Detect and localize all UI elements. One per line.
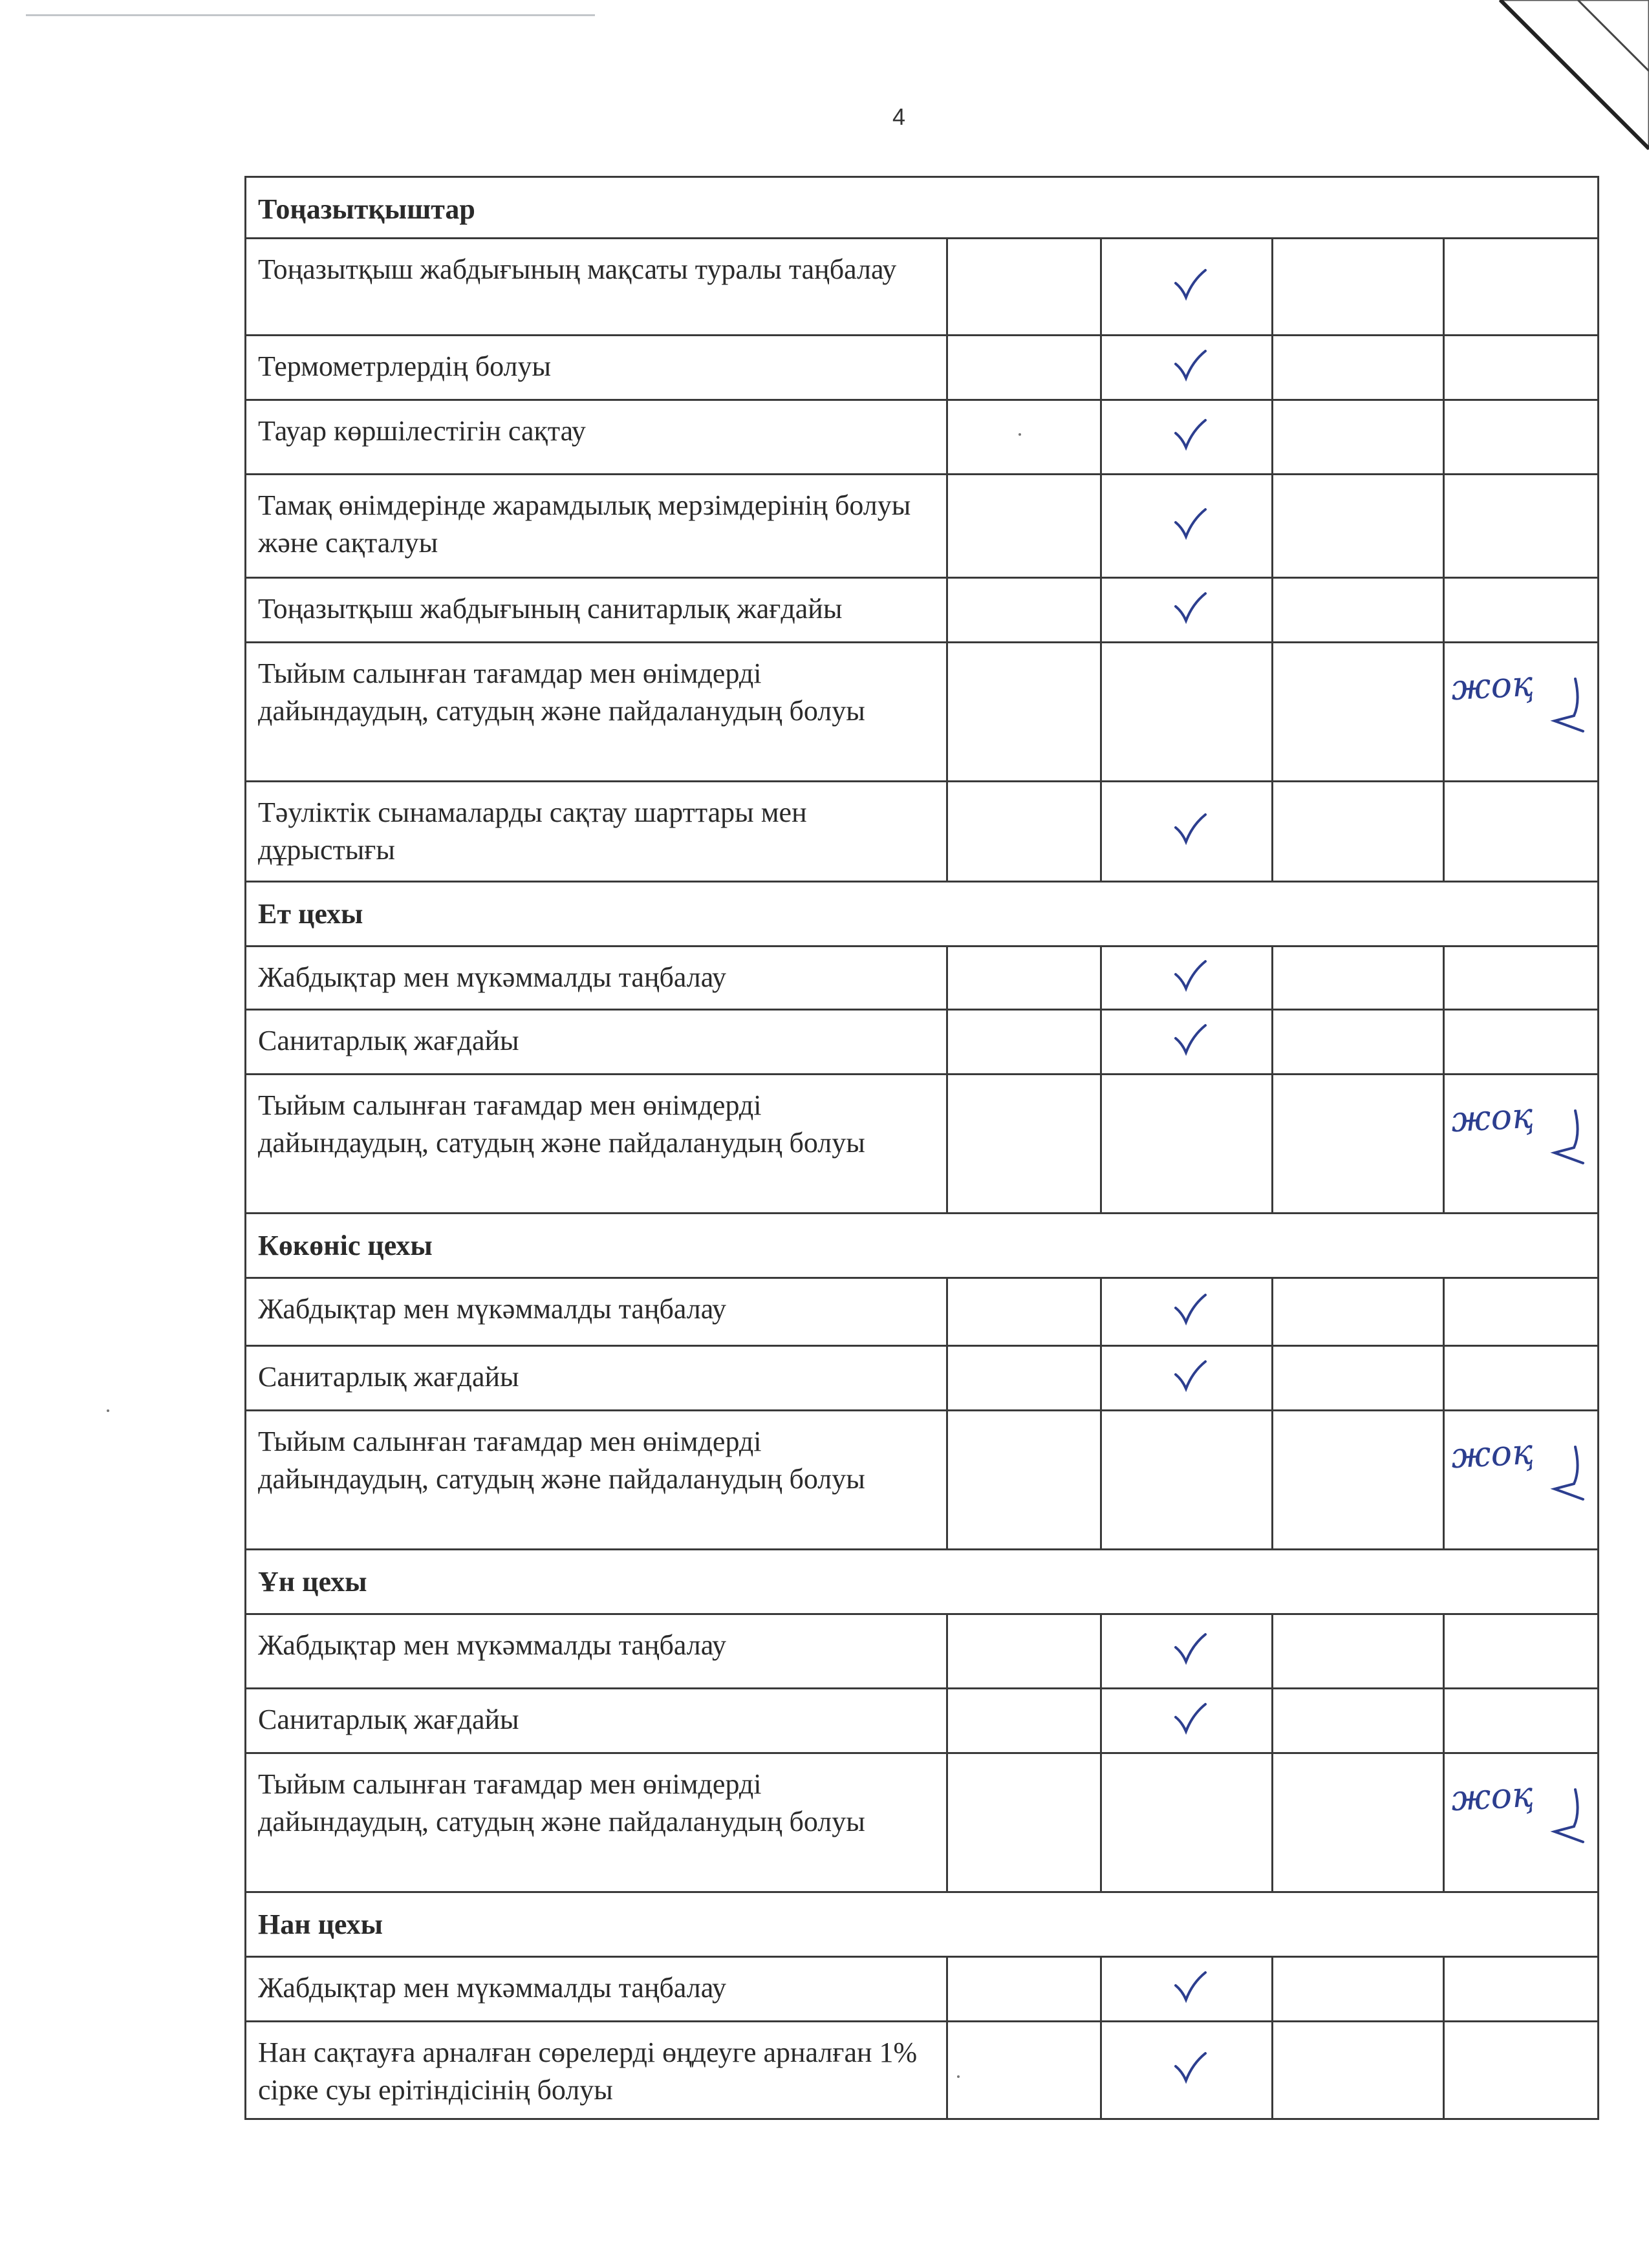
mark-cell-col-2: [1101, 1346, 1273, 1411]
mark-cell-col-4: [1444, 1689, 1599, 1753]
checklist-row: [246, 239, 1599, 336]
handwriting-flourish-icon: [1549, 676, 1588, 734]
section-title: Ұн цехы: [246, 1550, 1599, 1614]
mark-cell-col-2: [1101, 947, 1273, 1010]
section-row: [246, 1892, 1599, 1957]
checklist-row: [246, 1411, 1599, 1550]
checkmark-icon: [1173, 1632, 1207, 1665]
mark-cell-col-2: [1101, 1957, 1273, 2022]
checkmark-icon: [1173, 348, 1207, 382]
checklist-row: [246, 2022, 1599, 2119]
mark-cell-col-4: [1444, 1411, 1599, 1550]
mark-cell-col-3: [1273, 947, 1444, 1010]
mark-cell-col-2: [1101, 643, 1273, 782]
mark-cell-col-1: [947, 1346, 1101, 1411]
mark-cell-col-1: [947, 1075, 1101, 1214]
mark-cell-col-1: [947, 239, 1101, 336]
mark-cell-col-2: [1101, 1278, 1273, 1346]
mark-cell-col-1: [947, 782, 1101, 882]
mark-cell-col-1: [947, 1753, 1101, 1892]
mark-cell-col-1: [947, 1411, 1101, 1550]
mark-cell-col-3: [1273, 239, 1444, 336]
mark-cell-col-1: [947, 643, 1101, 782]
mark-cell-col-3: [1273, 1010, 1444, 1075]
mark-cell-col-1: [947, 1689, 1101, 1753]
mark-cell-col-4: [1444, 1753, 1599, 1892]
scan-edge-line: [26, 14, 595, 16]
mark-cell-col-1: [947, 1010, 1101, 1075]
checklist-row: [246, 336, 1599, 400]
mark-cell-col-4: [1444, 1346, 1599, 1411]
checklist-row: [246, 1753, 1599, 1892]
requirement-text: Санитарлық жағдайы: [246, 1689, 947, 1753]
mark-cell-col-2: [1101, 1075, 1273, 1214]
mark-cell-col-4: [1444, 1010, 1599, 1075]
mark-cell-col-3: [1273, 1753, 1444, 1892]
checkmark-icon: [1173, 812, 1207, 846]
mark-cell-col-4: [1444, 1957, 1599, 2022]
checklist-row: [246, 1346, 1599, 1411]
handwriting-flourish-icon: [1549, 1107, 1588, 1166]
mark-cell-col-1: [947, 1957, 1101, 2022]
mark-cell-col-3: [1273, 643, 1444, 782]
scan-speck: [107, 1409, 109, 1412]
requirement-text: Тоңазытқыш жабдығының санитарлық жағдайы: [246, 578, 947, 643]
requirement-text: Жабдықтар мен мүкәммалды таңбалау: [246, 1957, 947, 2022]
mark-cell-col-4: [1444, 400, 1599, 475]
mark-cell-col-4: [1444, 1614, 1599, 1689]
requirement-text: Тамақ өнімдерінде жарамдылық мерзімдерінің болуы және сақталуы: [246, 475, 947, 578]
checklist-row: [246, 1278, 1599, 1346]
checkmark-icon: [1173, 591, 1207, 625]
mark-cell-col-1: [947, 578, 1101, 643]
checklist-row: [246, 400, 1599, 475]
mark-cell-col-1: [947, 2022, 1101, 2119]
mark-cell-col-4: [1444, 2022, 1599, 2119]
checkmark-icon: [1173, 2051, 1207, 2084]
requirement-text: Санитарлық жағдайы: [246, 1346, 947, 1411]
mark-cell-col-3: [1273, 1346, 1444, 1411]
mark-cell-col-4: [1444, 643, 1599, 782]
scan-speck: [1018, 433, 1021, 436]
section-title: Тоңазытқыштар: [246, 177, 1599, 239]
checklist-row: [246, 1614, 1599, 1689]
checkmark-icon: [1173, 418, 1207, 451]
requirement-text: Жабдықтар мен мүкәммалды таңбалау: [246, 947, 947, 1010]
mark-cell-col-2: [1101, 1614, 1273, 1689]
mark-cell-col-2: [1101, 475, 1273, 578]
checkmark-icon: [1173, 1023, 1207, 1056]
requirement-text: Жабдықтар мен мүкәммалды таңбалау: [246, 1278, 947, 1346]
mark-cell-col-4: [1444, 336, 1599, 400]
mark-cell-col-4: [1444, 578, 1599, 643]
handwritten-note: жоқ: [1450, 1773, 1535, 1819]
requirement-text: Тыйым салынған тағамдар мен өнімдерді дайындаудың, сатудың және пайдаланудың болуы: [246, 1411, 947, 1550]
section-row: [246, 882, 1599, 947]
checkmark-icon: [1173, 1292, 1207, 1326]
checklist-row: [246, 643, 1599, 782]
checkmark-icon: [1173, 1702, 1207, 1735]
requirement-text: Нан сақтауға арналған сөрелерді өңдеуге арналған 1% сірке суы ерітіндісінің болуы: [246, 2022, 947, 2119]
checklist-row: [246, 1075, 1599, 1214]
section-row: [246, 177, 1599, 239]
requirement-text: Жабдықтар мен мүкәммалды таңбалау: [246, 1614, 947, 1689]
mark-cell-col-3: [1273, 1411, 1444, 1550]
checkmark-icon: [1173, 507, 1207, 540]
checklist-row: [246, 475, 1599, 578]
requirement-text: Термометрлердің болуы: [246, 336, 947, 400]
mark-cell-col-3: [1273, 782, 1444, 882]
mark-cell-col-2: [1101, 1753, 1273, 1892]
mark-cell-col-4: [1444, 239, 1599, 336]
handwriting-flourish-icon: [1549, 1444, 1588, 1502]
mark-cell-col-1: [947, 947, 1101, 1010]
checklist-row: [246, 578, 1599, 643]
mark-cell-col-3: [1273, 1278, 1444, 1346]
mark-cell-col-4: [1444, 1278, 1599, 1346]
mark-cell-col-4: [1444, 947, 1599, 1010]
requirement-text: Тауар көршілестігін сақтау: [246, 400, 947, 475]
requirement-text: Тыйым салынған тағамдар мен өнімдерді дайындаудың, сатудың және пайдаланудың болуы: [246, 1753, 947, 1892]
checkmark-icon: [1173, 268, 1207, 301]
section-title: Ет цехы: [246, 882, 1599, 947]
mark-cell-col-2: [1101, 578, 1273, 643]
mark-cell-col-2: [1101, 400, 1273, 475]
mark-cell-col-1: [947, 1278, 1101, 1346]
scan-speck: [957, 2075, 960, 2078]
requirement-text: Тоңазытқыш жабдығының мақсаты туралы таңбалау: [246, 239, 947, 336]
section-row: [246, 1214, 1599, 1278]
mark-cell-col-1: [947, 475, 1101, 578]
section-row: [246, 1550, 1599, 1614]
mark-cell-col-1: [947, 400, 1101, 475]
mark-cell-col-4: [1444, 475, 1599, 578]
mark-cell-col-1: [947, 336, 1101, 400]
checklist-row: [246, 1689, 1599, 1753]
checklist-row: [246, 947, 1599, 1010]
checkmark-icon: [1173, 1359, 1207, 1393]
mark-cell-col-3: [1273, 1689, 1444, 1753]
checklist-table: [244, 176, 1599, 2120]
requirement-text: Тәуліктік сынамаларды сақтау шарттары мен дұрыстығы: [246, 782, 947, 882]
checklist-row: [246, 1010, 1599, 1075]
mark-cell-col-2: [1101, 239, 1273, 336]
handwritten-note: жоқ: [1450, 1431, 1535, 1477]
mark-cell-col-2: [1101, 336, 1273, 400]
checkmark-icon: [1173, 1970, 1207, 2004]
requirement-text: Тыйым салынған тағамдар мен өнімдерді дайындаудың, сатудың және пайдаланудың болуы: [246, 643, 947, 782]
mark-cell-col-4: [1444, 1075, 1599, 1214]
requirement-text: Санитарлық жағдайы: [246, 1010, 947, 1075]
mark-cell-col-2: [1101, 2022, 1273, 2119]
mark-cell-col-3: [1273, 1075, 1444, 1214]
section-title: Көкөніс цехы: [246, 1214, 1599, 1278]
mark-cell-col-2: [1101, 1010, 1273, 1075]
page-number: 4: [892, 103, 906, 130]
mark-cell-col-3: [1273, 400, 1444, 475]
mark-cell-col-3: [1273, 475, 1444, 578]
checklist-row: [246, 1957, 1599, 2022]
folded-corner: [1481, 0, 1649, 168]
mark-cell-col-4: [1444, 782, 1599, 882]
mark-cell-col-2: [1101, 782, 1273, 882]
mark-cell-col-3: [1273, 2022, 1444, 2119]
mark-cell-col-2: [1101, 1411, 1273, 1550]
mark-cell-col-3: [1273, 336, 1444, 400]
handwritten-note: жоқ: [1450, 1095, 1535, 1140]
mark-cell-col-1: [947, 1614, 1101, 1689]
checkmark-icon: [1173, 959, 1207, 992]
handwritten-note: жоқ: [1450, 663, 1535, 709]
mark-cell-col-3: [1273, 578, 1444, 643]
checklist-row: [246, 782, 1599, 882]
handwriting-flourish-icon: [1549, 1786, 1588, 1845]
section-title: Нан цехы: [246, 1892, 1599, 1957]
requirement-text: Тыйым салынған тағамдар мен өнімдерді дайындаудың, сатудың және пайдаланудың болуы: [246, 1075, 947, 1214]
mark-cell-col-2: [1101, 1689, 1273, 1753]
checklist-table-body: [246, 177, 1599, 2119]
mark-cell-col-3: [1273, 1957, 1444, 2022]
mark-cell-col-3: [1273, 1614, 1444, 1689]
